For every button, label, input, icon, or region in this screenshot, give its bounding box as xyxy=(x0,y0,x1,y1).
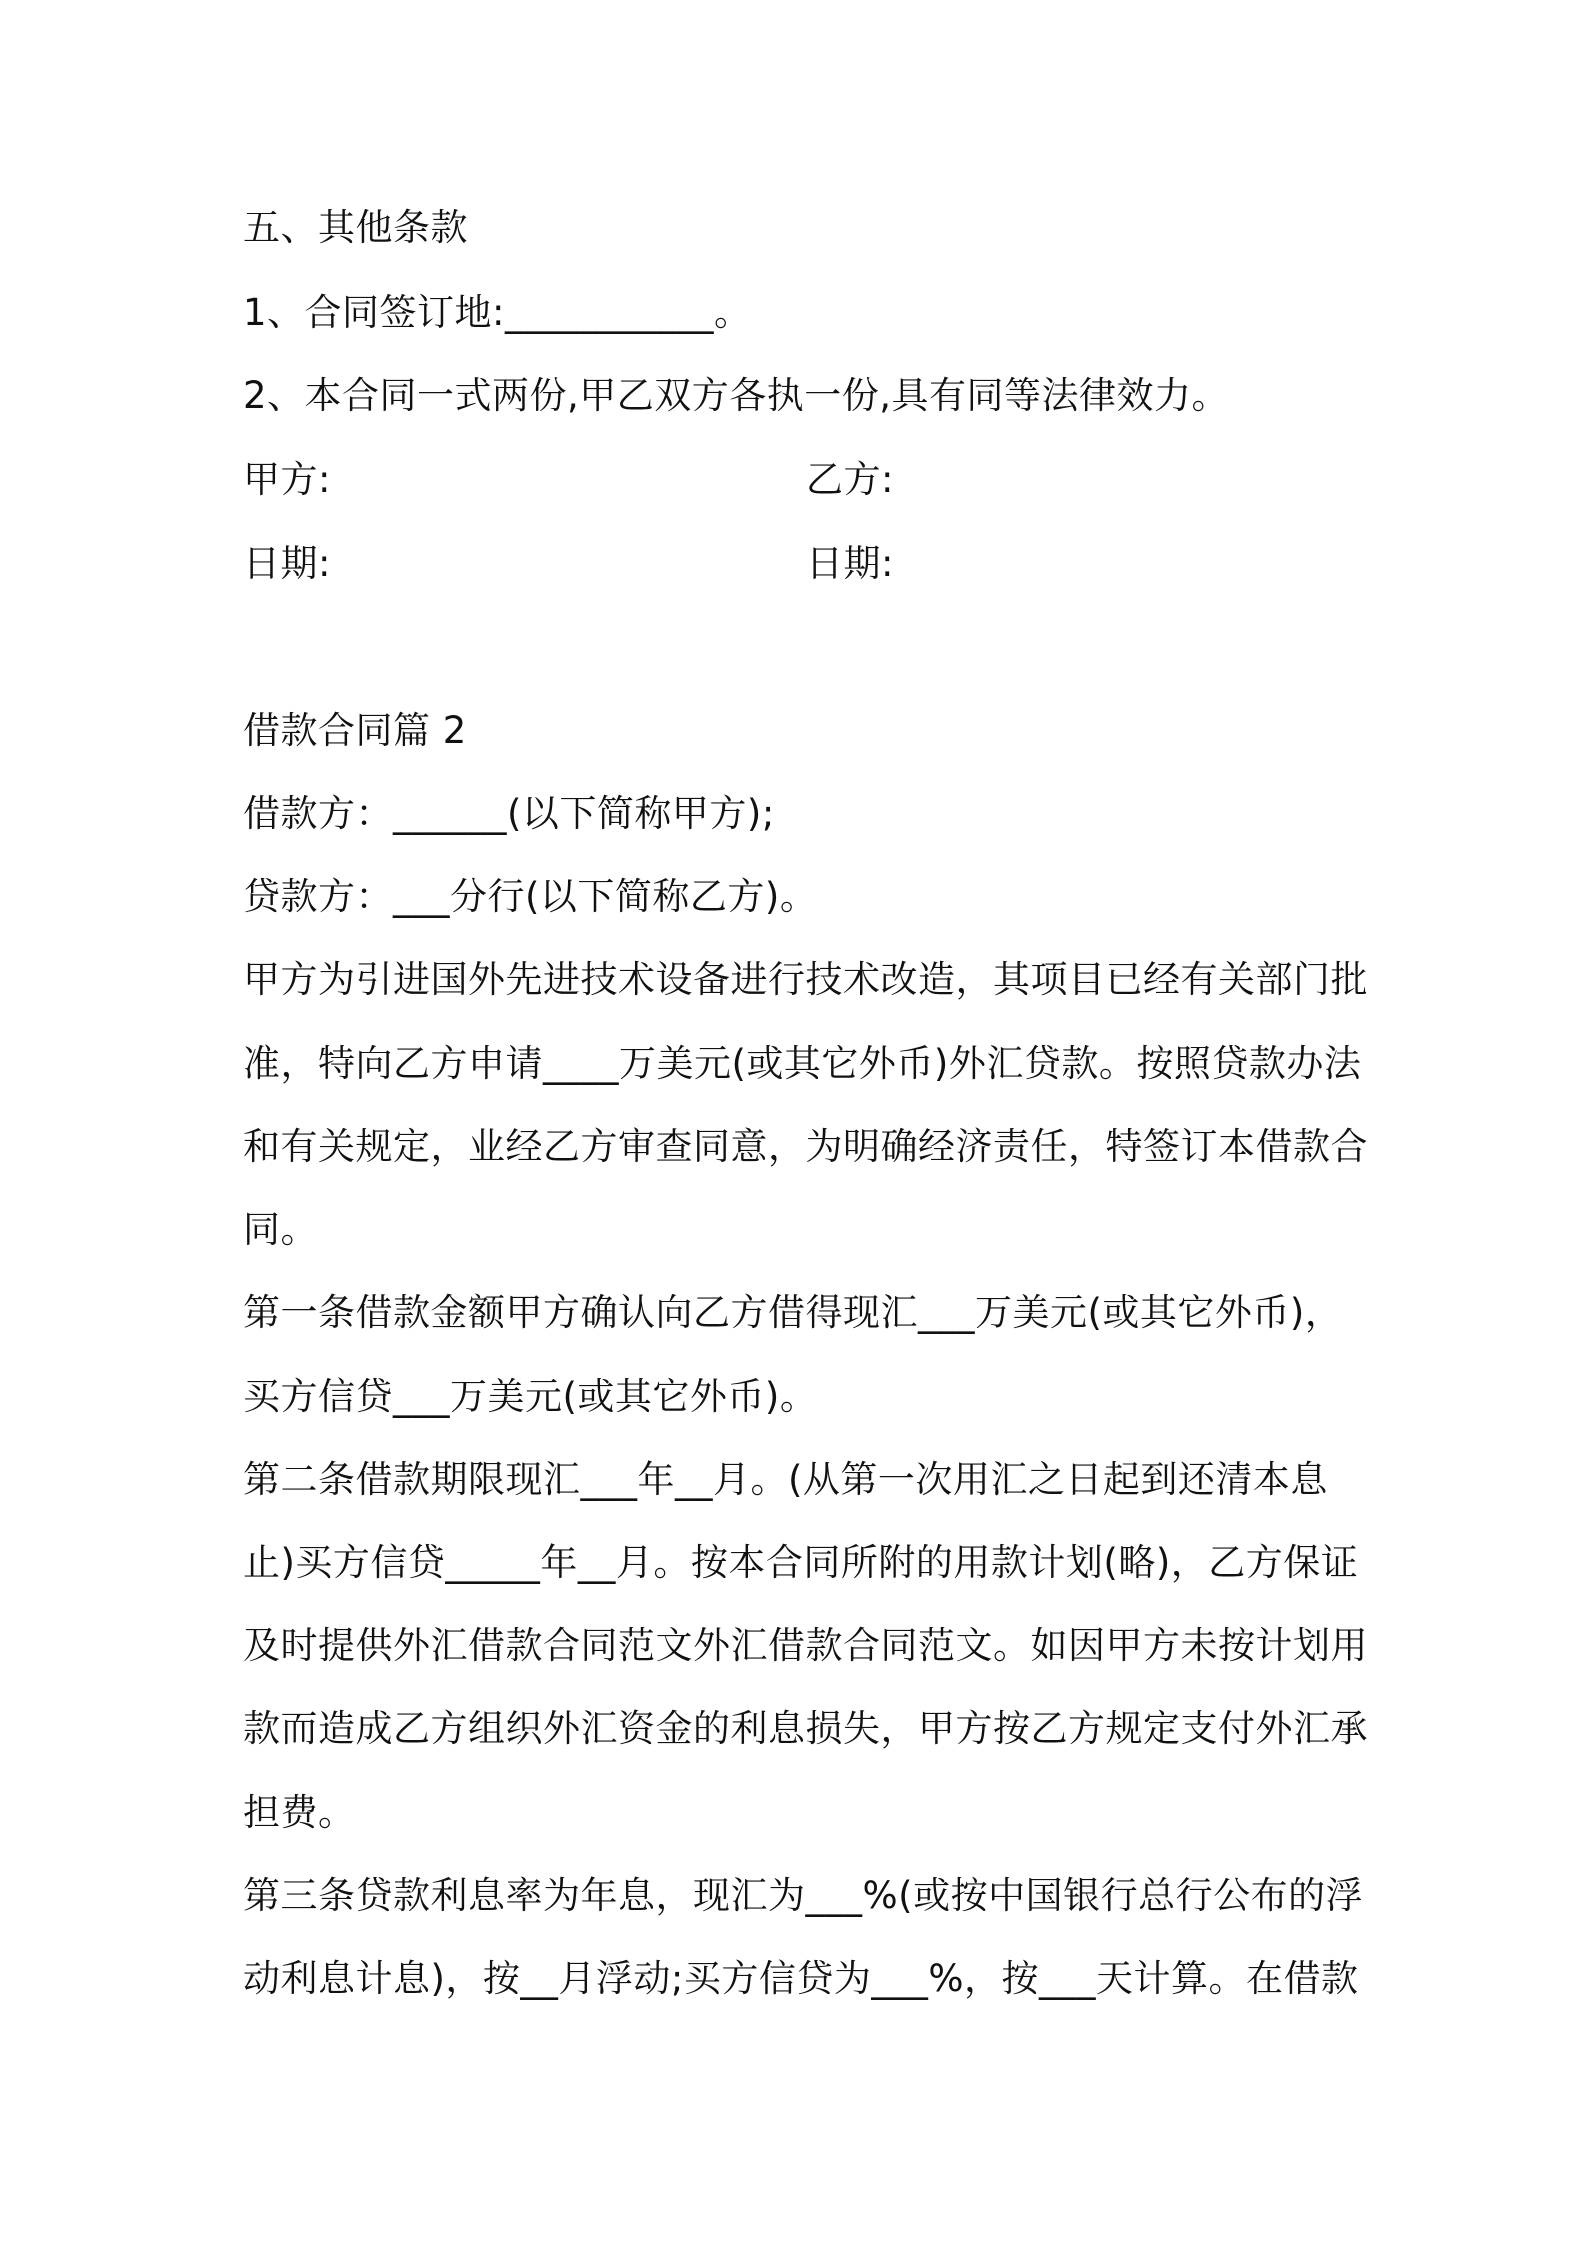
borrower-line: 借款方：______(以下简称甲方); xyxy=(243,792,775,835)
article-3-line: 动利息计息)，按__月浮动;买方信贷为___%，按___天计算。在借款 xyxy=(243,1957,1359,2000)
article-2-line: 款而造成乙方组织外汇资金的利息损失，甲方按乙方规定支付外汇承 xyxy=(243,1707,1368,1750)
article-1-line: 买方信贷___万美元(或其它外币)。 xyxy=(243,1375,818,1418)
party-a-label: 甲方: xyxy=(243,458,331,501)
intro-paragraph-line: 和有关规定，业经乙方审查同意，为明确经济责任，特签订本借款合 xyxy=(243,1125,1368,1168)
article-2-line: 第二条借款期限现汇___年__月。(从第一次用汇之日起到还清本息 xyxy=(243,1458,1328,1501)
article-2-line: 止)买方信贷_____年__月。按本合同所附的用款计划(略)，乙方保证 xyxy=(243,1541,1359,1584)
lender-line: 贷款方：___分行(以下简称乙方)。 xyxy=(243,875,818,918)
section-heading: 五、其他条款 xyxy=(243,206,468,249)
clause-signing-place: 1、合同签订地:___________。 xyxy=(243,291,752,334)
intro-paragraph-line: 同。 xyxy=(243,1208,318,1251)
intro-paragraph-line: 准，特向乙方申请____万美元(或其它外币)外汇贷款。按照贷款办法 xyxy=(243,1042,1362,1085)
intro-paragraph-line: 甲方为引进国外先进技术设备进行技术改造，其项目已经有关部门批 xyxy=(243,958,1368,1001)
contract-title: 借款合同篇 2 xyxy=(243,709,467,752)
date-b-label: 日期: xyxy=(806,542,894,585)
article-2-line: 担费。 xyxy=(243,1791,356,1834)
clause-copies: 2、本合同一式两份,甲乙双方各执一份,具有同等法律效力。 xyxy=(243,374,1230,417)
article-1-line: 第一条借款金额甲方确认向乙方借得现汇___万美元(或其它外币)， xyxy=(243,1291,1343,1334)
party-b-label: 乙方: xyxy=(806,458,894,501)
date-a-label: 日期: xyxy=(243,542,331,585)
article-3-line: 第三条贷款利息率为年息，现汇为___%(或按中国银行总行公布的浮 xyxy=(243,1874,1364,1917)
article-2-line: 及时提供外汇借款合同范文外汇借款合同范文。如因甲方未按计划用 xyxy=(243,1624,1368,1667)
